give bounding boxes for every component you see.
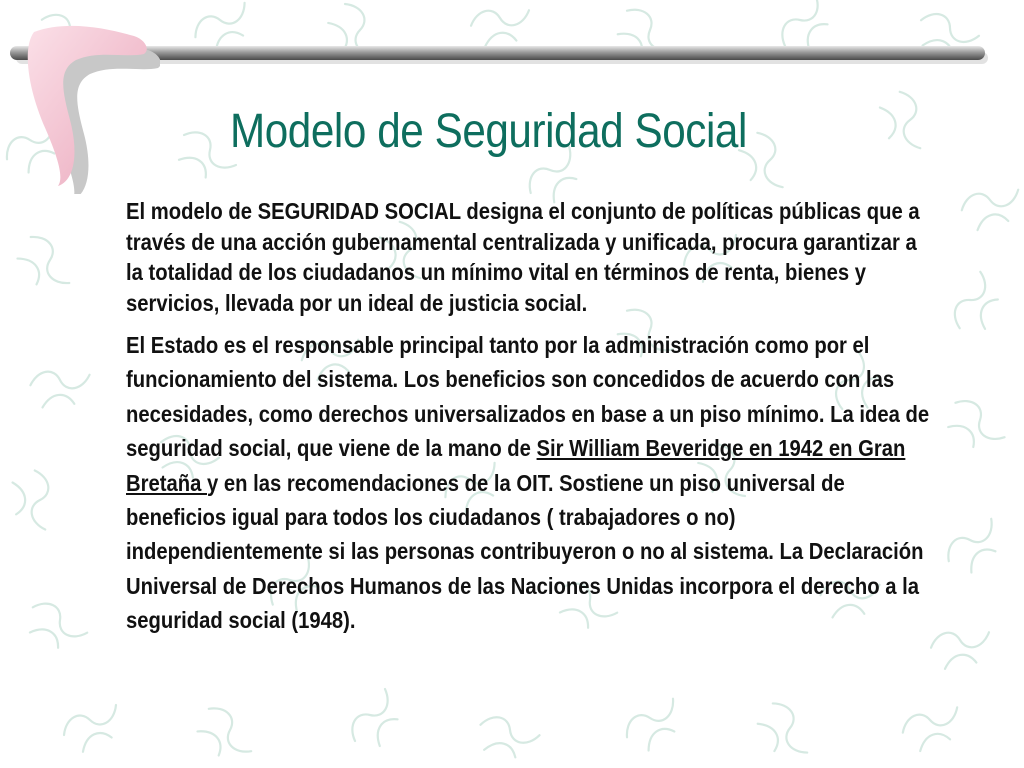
beveridge-link[interactable]: Sir William Beveridge en 1942 en Gran Bretaña <box>126 435 906 496</box>
paragraph-estado-start: El Estado es el responsable principal tanto por la administración como por el funcionamiento del sistema. Los beneficios son concedidos de acuerdo con las necesidades, como derechos universalizados en base a un piso mínimo. La idea de seguridad social, que viene de la mano de <box>126 332 930 462</box>
boomerang-icon <box>10 14 160 194</box>
paragraph-estado <box>126 328 936 638</box>
paragraph-estado-end: y en las recomendaciones de la OIT. Sostiene un piso universal de beneficios igual para todos los ciudadanos ( trabajadores o no) independientemente si las personas contribuyeron o no al sistema. La Declaración Universal de Derechos Humanos de las Naciones Unidas incorpora el derecho a la seguridad social (1948). <box>126 469 924 634</box>
slide-title: Modelo de Seguridad Social <box>230 105 747 158</box>
slide-body <box>126 196 936 638</box>
paragraph-definition: El modelo de SEGURIDAD SOCIAL designa el conjunto de políticas públicas que a través de una acción gubernamental centralizada y unificada, procura garantizar a la totalidad de los ciudadanos un mínimo vital en términos de renta, bienes y servicios, llevada por un ideal de justicia social. <box>126 198 920 316</box>
